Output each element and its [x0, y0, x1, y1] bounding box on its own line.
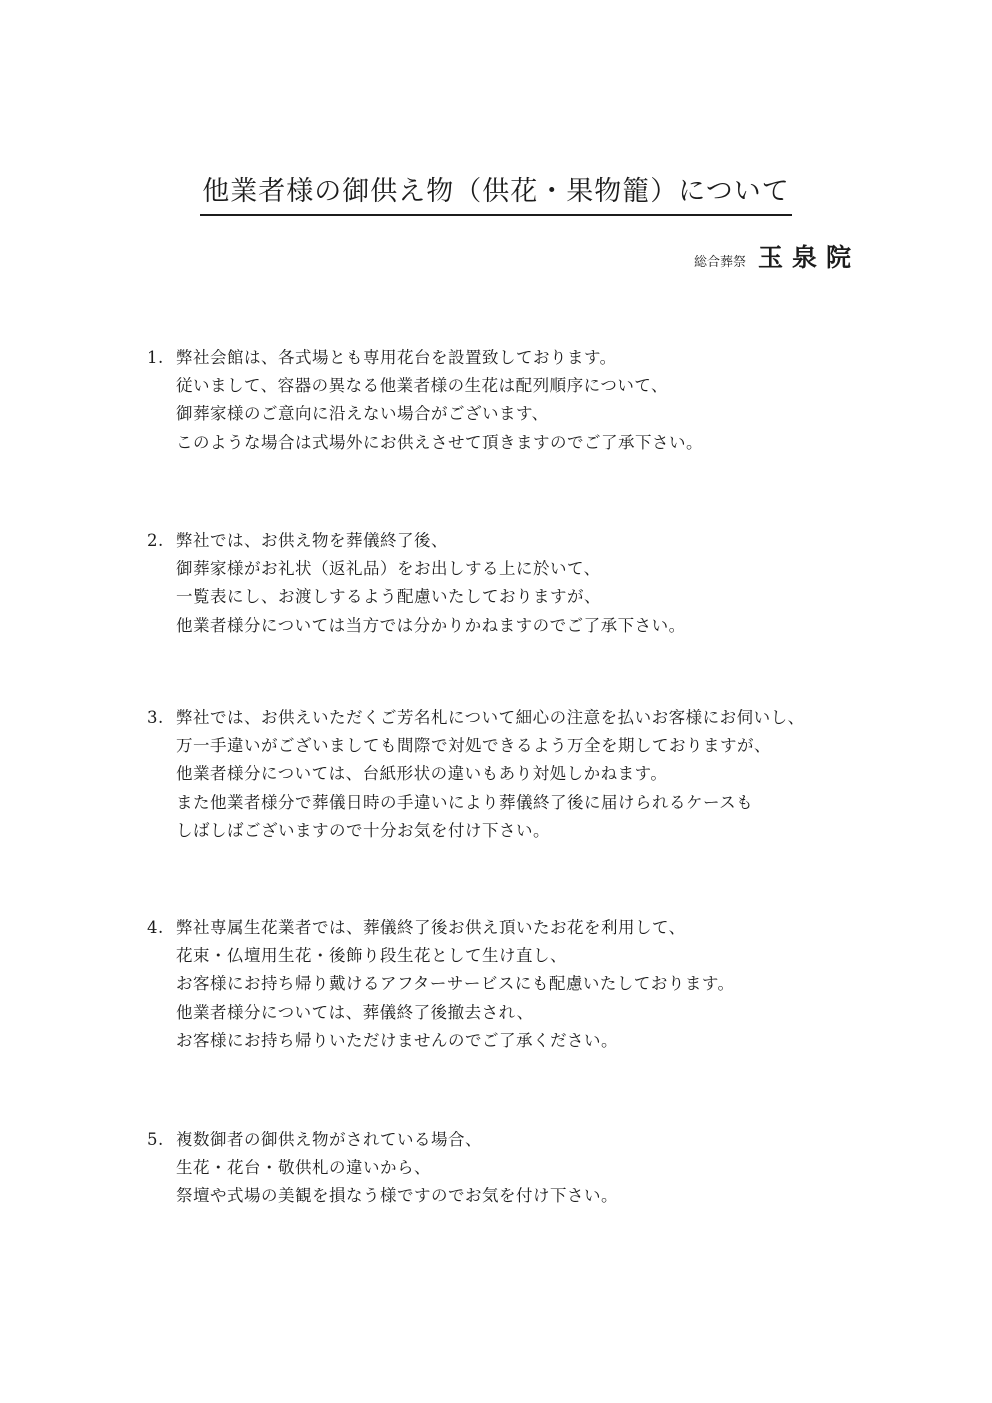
section-text: 弊社では、お供えいただくご芳名札について細心の注意を払いお客様にお伺いし、	[176, 708, 805, 727]
section-first-line	[0, 704, 992, 732]
section-first-line	[0, 527, 992, 555]
section-line: 花束・仏壇用生花・後飾り段生花として生け直し、	[176, 946, 567, 966]
section-line: 万一手違いがございましても間際で対処できるよう万全を期しておりますが、	[176, 736, 771, 756]
section-line: また他業者様分で葬儀日時の手違いにより葬儀終了後に届けられるケースも	[176, 792, 754, 812]
section-line: 他業者様分については、葬儀終了後撤去され、	[176, 1002, 534, 1022]
section-line: 他業者様分については当方では分かりかねますのでご了承下さい。	[176, 615, 686, 635]
notice-section-4	[0, 914, 992, 1055]
section-line: 生花・花台・敬供札の違いから、	[176, 1158, 431, 1178]
notice-section-2	[0, 527, 992, 640]
page-title-text: 他業者様の御供え物（供花・果物籠）について	[200, 172, 791, 216]
section-text: 弊社会館は、各式場とも専用花台を設置致しております。	[176, 348, 617, 367]
section-number: 2.	[147, 531, 164, 550]
section-number: 3.	[147, 708, 164, 727]
section-line: 祭壇や式場の美観を損なう様ですのでお気を付け下さい。	[176, 1186, 618, 1206]
section-text: 弊社では、お供え物を葬儀終了後、	[176, 531, 448, 550]
section-line: このような場合は式場外にお供えさせて頂きますのでご了承下さい。	[176, 432, 703, 452]
section-line: お客様にお持ち帰り戴けるアフターサービスにも配慮いたしております。	[176, 974, 735, 994]
notice-section-3	[0, 704, 992, 845]
organization-prefix: 総合葬祭	[693, 255, 746, 270]
section-text: 弊社専属生花業者では、葬儀終了後お供え頂いたお花を利用して、	[176, 918, 686, 937]
section-first-line	[0, 344, 992, 372]
section-line: 一覧表にし、お渡しするよう配慮いたしておりますが、	[176, 587, 601, 607]
section-first-line	[0, 1126, 992, 1154]
section-line: 御葬家様のご意向に沿えない場合がございます、	[176, 404, 549, 424]
page-title	[0, 172, 992, 216]
section-line: お客様にお持ち帰りいただけませんのでご了承ください。	[176, 1030, 618, 1050]
section-text: 複数御者の御供え物がされている場合、	[176, 1130, 482, 1149]
section-number: 1.	[147, 348, 164, 367]
section-number: 5.	[147, 1130, 164, 1149]
organization-signature	[694, 238, 860, 274]
organization-name: 玉泉院	[757, 243, 860, 272]
section-line: しばしばございますので十分お気を付け下さい。	[176, 820, 550, 840]
section-first-line	[0, 914, 992, 942]
notice-section-1	[0, 344, 992, 457]
section-line: 御葬家様がお礼状（返礼品）をお出しする上に於いて、	[176, 559, 601, 579]
section-line: 他業者様分については、台紙形状の違いもあり対処しかねます。	[176, 764, 668, 784]
notice-section-5	[0, 1126, 992, 1211]
section-line: 従いまして、容器の異なる他業者様の生花は配列順序について、	[176, 376, 669, 396]
section-number: 4.	[147, 918, 164, 937]
